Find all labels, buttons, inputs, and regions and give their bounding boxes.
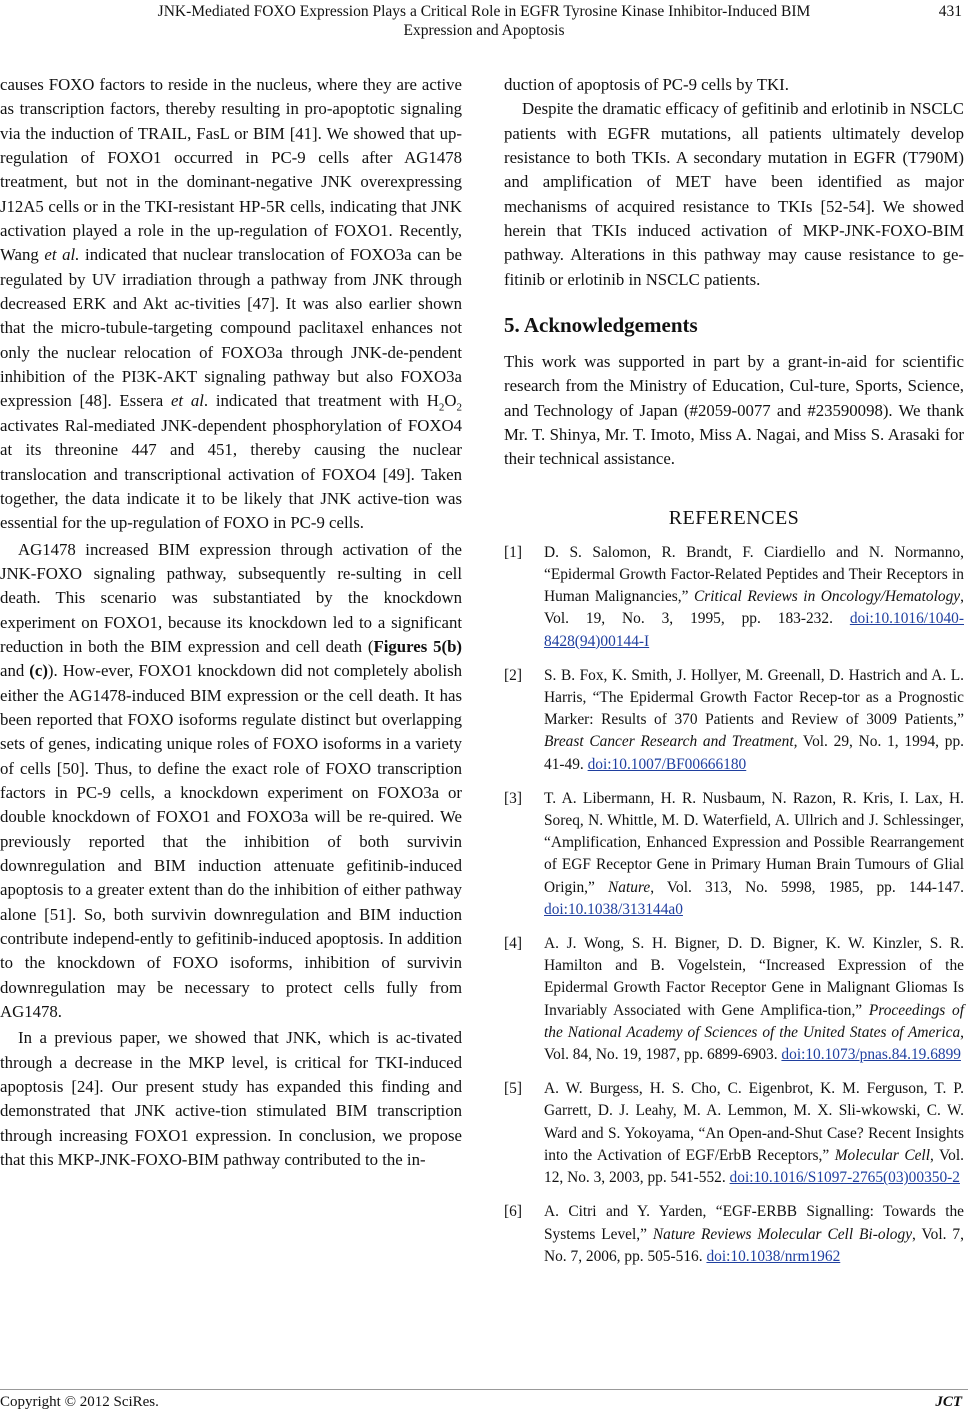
reference-number: [1] bbox=[504, 543, 522, 561]
text-run: and bbox=[0, 661, 30, 681]
left-column bbox=[0, 73, 462, 1172]
text-run: S. B. Fox, K. Smith, J. Hollyer, M. Greenall, D. Hastrich and A. L. Harris, “The Epidermal Growth Factor Recep-tor as a Prognostic Marker: Results of 370 Patients and Review of 3009 Patients,” bbox=[544, 666, 964, 729]
text-run: ). How-ever, FOXO1 knockdown did not completely abolish either the AG1478-induced BIM expression or the cell death. It has been reported that FOXO isoforms regulate distinct but overlapping sets of genes, indicating unique roles of FOXO isoforms in a variety of cells [50]. Thus, to define the exact role of FOXO transcription factors in PC-9 cells, a knockdown experiment on FOXO3a or double knockdown of FOXO1 and FOXO3a will be re-quired. We previously reported that the inhibition of both survivin downregulation and BIM induction attenuate gefitinib-induced apoptosis to a greater extent than do the inhibition of either pathway alone [51]. So, both survivin downregulation and BIM induction contribute independ-ently to gefitinib-induced apoptosis. In addition to the knockdown of FOXO isoforms, inhibition of survivin downregulation may be necessary to protect cells fully from AG1478. bbox=[0, 661, 462, 1022]
reference-text bbox=[544, 933, 964, 1066]
reference-text bbox=[544, 542, 964, 653]
text-run: AG1478 increased BIM expression through activation of the JNK-FOXO signaling pathway, subsequently re-sulting in cell death. This scenario was substantiated by the knockdown experiment on FOXO1, because its knockdown led to a significant reduction in both the BIM expression and cell death ( bbox=[0, 539, 462, 656]
text-run: A. J. Wong, S. H. Bigner, D. D. Bigner, K. W. Kinzler, S. R. Hamilton and B. Vogelstein, “Increased Expression of the Epidermal Growth Factor Receptor Gene in Malignant Gliomas Is Invariably Associated with Gene Amplifica-tion,” bbox=[544, 935, 964, 1019]
journal-name: Breast Cancer Research and Treatment, bbox=[544, 733, 798, 751]
text-run: A. W. Burgess, H. S. Cho, C. Eigenbrot, K. M. Ferguson, T. P. Garrett, D. J. Leahy, M. A. Lemmon, M. X. Sli-wkowski, C. W. Ward and S. Yokoyama, “An Open-and-Shut Case? Recent Insights into the Activation of EGF/ErbB Receptors,” bbox=[544, 1080, 964, 1164]
italic-et-al: et al bbox=[170, 391, 204, 411]
reference-item bbox=[504, 933, 964, 1066]
reference-text bbox=[544, 1078, 964, 1189]
copyright-notice: Copyright © 2012 SciRes. bbox=[0, 1394, 159, 1410]
paragraph-ag1478-bim bbox=[0, 538, 462, 1025]
reference-list bbox=[504, 542, 964, 1268]
paragraph-resistance: Despite the dramatic efficacy of gefitinib and erlotinib in NSCLC patients with EGFR mutations, all patients ultimately develop resistance to both TKIs. A secondary mutation in EGFR (T790M) and amplification of MET have been identified as major mechanisms of acquired resistance to TKIs [52-54]. We showed herein that TKIs induced activation of MKP-JNK-FOXO-BIM pathway. Alterations in this pathway may cause resistance to ge-fitinib or erlotinib in NSCLC patients. bbox=[504, 99, 964, 289]
journal-name: Molecular Cell bbox=[834, 1146, 930, 1164]
text-run: A. Citri and Y. Yarden, “EGF-ERBB Signalling: Towards the Systems Level,” bbox=[544, 1203, 964, 1243]
journal-name: Nature bbox=[608, 878, 651, 896]
reference-text bbox=[544, 1201, 964, 1268]
text-run: causes FOXO factors to reside in the nucleus, where they are active as transcription factors, thereby resulting in pro-apoptotic signaling via the induction of TRAIL, FasL or BIM [41]. We showed that up-regulation of FOXO1 occurred in PC-9 cells after AG1478 treatment, but not in the dominant-negative JNK overexpressing J12A5 cells or in the TKI-resistant HP-5R cells, indicating that JNK activation played a role in the up-regulation of FOXO1. Recently, Wang bbox=[0, 75, 462, 265]
subscript: 2 bbox=[456, 401, 462, 414]
reference-text bbox=[544, 665, 964, 776]
section-heading-acknowledgements: 5. Acknowledgements bbox=[504, 313, 698, 338]
text-run: D. S. Salomon, R. Brandt, F. Ciardiello and N. Normanno, “Epidermal Growth Factor-Related Peptides and Their Receptors in Human Malignancies,” bbox=[544, 543, 964, 606]
reference-number: [2] bbox=[504, 666, 522, 684]
paragraph-conclusion: In a previous paper, we showed that JNK, which is ac-tivated through a decrease in the MKP level, is critical for TKI-induced apoptosis [24]. Our present study has expanded this finding and demonstrated that JNK active-tion stimulated BIM transcription through increasing FOXO1 expression. In conclusion, we propose that this MKP-JNK-FOXO-BIM pathway contributed to the in- bbox=[0, 1028, 462, 1170]
paragraph-foxo-nucleus bbox=[0, 73, 462, 536]
text-run: , Vol. 84, No. 19, 1987, pp. 6899-6903. bbox=[544, 1023, 964, 1064]
reference-number: [4] bbox=[504, 935, 522, 953]
doi-link[interactable]: doi:10.1038/313144a0 bbox=[544, 900, 683, 918]
journal-name: Critical Reviews in Oncology/Hematology bbox=[693, 588, 961, 606]
text-run: . indicated that treatment with H bbox=[203, 391, 439, 411]
doi-link[interactable]: doi:10.1007/BF00666180 bbox=[587, 755, 747, 773]
subscript: 2 bbox=[438, 401, 445, 414]
text-run: , Vol. 19, No. 3, 1995, pp. 183-232. bbox=[544, 588, 964, 628]
paragraph-continuation: duction of apoptosis of PC-9 cells by TKI. bbox=[504, 75, 789, 94]
text-run: , Vol. 313, No. 5998, 1985, pp. 144-147. bbox=[650, 878, 964, 896]
journal-name: Nature Reviews Molecular Cell Bi-ology bbox=[652, 1225, 913, 1243]
reference-item bbox=[504, 665, 964, 776]
doi-link[interactable]: doi:10.1016/1040-8428(94)00144-I bbox=[544, 610, 964, 650]
reference-item bbox=[504, 1201, 964, 1268]
running-header bbox=[0, 0, 968, 44]
doi-link[interactable]: doi:10.1073/pnas.84.19.6899 bbox=[781, 1046, 961, 1064]
reference-item bbox=[504, 1078, 964, 1189]
italic-et-al: et al. bbox=[44, 245, 80, 265]
paragraph-acknowledgements: This work was supported in part by a grant-in-aid for scientific research from the Ministry of Education, Cul-ture, Sports, Science, and Technology of Japan (#2059-0077 and #23590098). We thank Mr. T. Shinya, Mr. T. Imoto, Miss A. Nagai, and Miss S. Arasaki for their technical assistance. bbox=[504, 352, 964, 469]
text-run: O bbox=[444, 391, 457, 411]
text-run: , Vol. 12, No. 3, 2003, pp. 541-552. bbox=[544, 1146, 964, 1187]
text-run: activates Ral-mediated JNK-dependent phosphorylation of FOXO4 at its threonine 447 and 451, thereby causing the nuclear translocation and transcriptional activation of FOXO4 [49]. Taken together, the data indicate it to be likely that JNK active-tion was essential for the up-regulation of FOXO in PC-9 cells. bbox=[0, 415, 462, 533]
reference-number: [5] bbox=[504, 1080, 522, 1098]
figure-ref: Figures 5(b) bbox=[373, 636, 463, 656]
reference-number: [3] bbox=[504, 789, 522, 807]
running-title-line2: Expression and Apoptosis bbox=[403, 22, 565, 39]
journal-name: Proceedings of the National Academy of Sciences of the United States of America bbox=[544, 1001, 964, 1041]
reference-number: [6] bbox=[504, 1203, 522, 1221]
right-column bbox=[504, 73, 964, 1280]
reference-text bbox=[544, 788, 964, 921]
text-run: Vol. 29, No. 1, 1994, pp. 41-49. bbox=[544, 733, 964, 773]
text-run: , Vol. 7, No. 7, 2006, pp. 505-516. bbox=[544, 1225, 964, 1265]
reference-item bbox=[504, 542, 964, 653]
doi-link[interactable]: doi:10.1016/S1097-2765(03)00350-2 bbox=[729, 1169, 960, 1187]
running-title-line1: JNK-Mediated FOXO Expression Plays a Critical Role in EGFR Tyrosine Kinase Inhibitor-Induced BIM bbox=[157, 3, 811, 20]
running-title bbox=[0, 2, 968, 40]
text-run: T. A. Libermann, H. R. Nusbaum, N. Razon, R. Kris, I. Lax, H. Soreq, N. Whittle, M. D. Waterfield, A. Ullrich and J. Schlessinger, “Amplification, Enhanced Expression and Possible Rearrangement of EGF Receptor Gene in Primary Human Brain Tumours of Glial Origin,” bbox=[544, 789, 964, 896]
doi-link[interactable]: doi:10.1038/nrm1962 bbox=[706, 1247, 841, 1265]
page-number: 431 bbox=[938, 3, 962, 20]
footer-divider bbox=[0, 1389, 968, 1390]
reference-item bbox=[504, 788, 964, 921]
journal-abbreviation: JCT bbox=[935, 1394, 962, 1410]
figure-ref: (c) bbox=[29, 661, 48, 681]
text-run: indicated that nuclear translocation of FOXO3a can be regulated by UV irradiation through a pathway from JNK through decreased ERK and Akt ac-tivities [47]. It was also earlier shown that the micro-tubule-targeting compound paclitaxel enhances not only the nuclear relocation of FOXO3a through JNK-de-pendent inhibition of the PI3K-AKT signaling pathway but also FOXO3a expression [48]. Essera bbox=[0, 245, 462, 411]
references-heading: REFERENCES bbox=[668, 506, 800, 529]
